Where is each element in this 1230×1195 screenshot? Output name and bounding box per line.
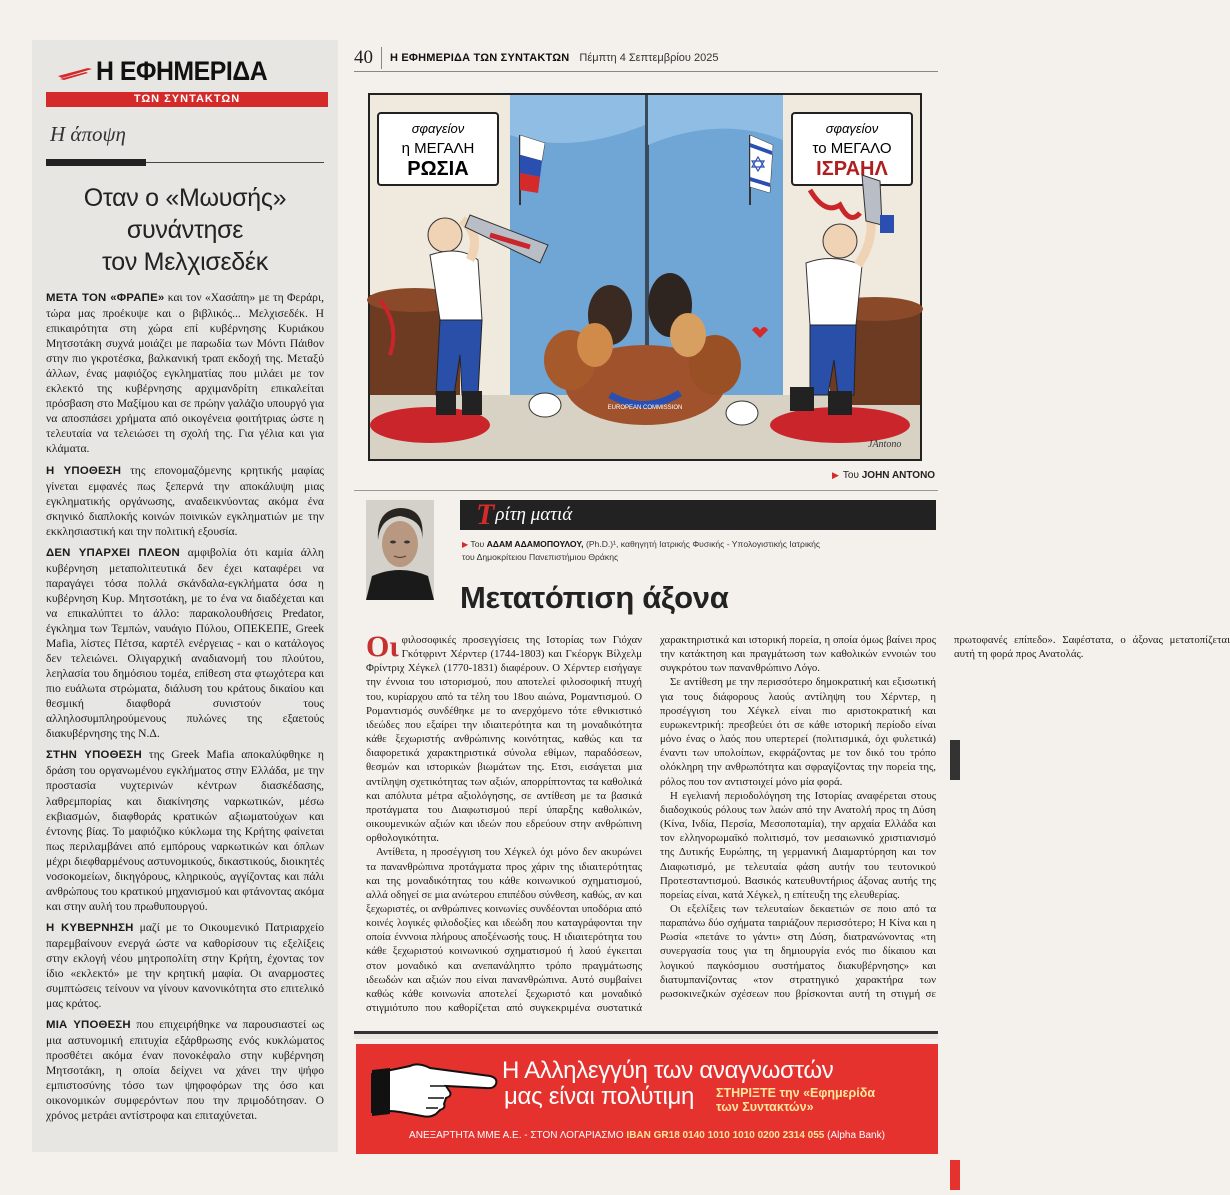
reader-support-ad[interactable]: [356, 1044, 938, 1154]
triangle-bullet-icon: ▶: [832, 470, 839, 480]
pointing-hand-icon: [370, 1056, 500, 1118]
opinion-paragraph: Η ΥΠΟΘΕΣΗ της επονομαζόμενης κρητικής μαφίας γίνεται εμφανές πως ξεπερνά την αποκάλυψη μιας εγκληματικής οργάνωσης, αναδεικνύοντας ακόμα ένα σκηνικό διαπλοκής κοινών ποινικών εγκληματιών με την εκκλησιαστική και την πολιτική εξουσία.: [46, 463, 324, 538]
left-sign-bottom: ΡΩΣΙΑ: [407, 158, 469, 180]
article-title: Μετατόπιση άξονα: [460, 580, 729, 615]
edge-mark: [950, 1160, 960, 1190]
article-paragraph: Αντίθετα, η προσέγγιση του Χέγκελ όχι μόνο δεν ακυρώνει τα πανανθρώπινα προτάγματα προς χάριν της ιδιαιτερότητας και της μοναδικότητας του κάθε κοινωνικού σχηματισμού, αλλά οδηγεί σε μια ανώτερου επιπέδου σύνθεση, καθώς, αν και ξεχωριστές, οι ανθρώπινες κοινωνίες συνδέονται υποδόρια από κοινές λογικές φιλοδοξίες και ιδεώδη που καταγράφονται την οποία ένννοια πλήρους αποξένωσής τους. Η ιδιαιτερότητα του κάθε ξεχωριστού κοινωνικού σχηματισμού ή λαού έγκειται στον μοναδικό και ανεπανάληπτο τρόπο πραγμάτωσης ιδεωδών και αξιών που είναι πανανθρώπινα. Αυτό συμβαίνει καθώς κάθε κοινωνία αποτελεί ξεχωριστό και μοναδικό στιγμιότυπο που καθορίζεται από συγκεκριμένα συστατικά χαρακτηριστικά και ιστορική πορεία, η οποία όμως βαίνει προς την κατάκτηση και πραγμάτωση των καθολικών εννοιών του συγκρότου των πανανθρώπινο Λόγο.: [366, 634, 936, 1015]
dropcap: Οι: [366, 630, 399, 663]
masthead-subtitle: ΤΩΝ ΣΥΝΤΑΚΤΩΝ: [46, 92, 328, 107]
section-divider: [354, 490, 938, 491]
edge-mark: [950, 740, 960, 780]
author-name: ΑΔΑΜ ΑΔΑΜΟΠΟΥΛΟΥ,: [486, 539, 584, 549]
author-photo: [366, 500, 434, 600]
masthead: [46, 52, 324, 114]
editorial-cartoon: [368, 93, 922, 461]
right-sign-bottom: ΙΣΡΑΗΛ: [816, 158, 888, 180]
opinion-column: [32, 40, 338, 1152]
masthead-title: Η ΕΦΗΜΕΡΙΔΑ: [96, 56, 268, 86]
opinion-paragraph: ΔΕΝ ΥΠΑΡΧΕΙ ΠΛΕΟΝ αμφιβολία ότι καμία άλλη κυβέρνηση μεταπολιτευτικά δεν έχει καταφέρει να παραγάγει τόσα πολλά σκάνδαλα-εγκλήματα όσα η κυβέρνηση Κυρ. Μητσοτάκη, με το ένα να διαδέχεται και να επικαλύπτει το άλλο: παρακολουθήσεις Predator, έγκλημα των Τεμπών, ναυάγιο Πύλου, ΟΠΕΚΕΠΕ, Greek Mafia, λίστες Πέτσα, καρτέλ ενέργειας - και ο κατάλογος δεν τελειώνει. Ολιγαρχική αναδιανομή του πλούτου, λεηλασία του δημόσιου τομέα, επίθεση στα φτωχότερα και πιο ευάλωτα στρώματα, διάλυση του κράτους δικαίου και θεσμική διαφθορά συνιστούν τους αλληλοσυμπληρούμενους πυλώνες της εξαετούς διακυβέρνησης της Ν.Δ.: [46, 545, 324, 741]
left-sign-mid: η ΜΕΓΑΛΗ: [401, 140, 475, 157]
column-header-bar: [460, 500, 936, 530]
right-sign-top: σφαγείον: [825, 121, 879, 136]
opinion-paragraph: ΜΙΑ ΥΠΟΘΕΣΗ που επιχειρήθηκε να παρουσιαστεί ως μια αστυνομική επιτυχία εξάρθρωσης ενός κυκλώματος προσθέτει ακόμα έναν πονοκέφαλο στην κυβέρνηση Μητσοτάκη, η οποία δείχνει να χάνει την ψήφο εμπιστοσύνης τόσο των ψηφοφόρων της όσο και οικονομικών συμφερόντων που την πριμοδότησαν. Ο χρόνος μετράει αντίστροφα και επιταχύνεται.: [46, 1018, 324, 1123]
cartoon-credit: ▶ Του JOHN ANTONO: [832, 470, 936, 481]
paper-name: Η ΕΦΗΜΕΡΙΔΑ ΤΩΝ ΣΥΝΤΑΚΤΩΝ: [390, 51, 570, 64]
section-label: Η άποψη: [50, 122, 126, 146]
article-paragraph: Οι εξελίξεις των τελευταίων δεκαετιών σε ποιο από τα παραπάνω δύο σχήματα ταιριάζουν περισσότερο; Η Κίνα και η Ρωσία «πετάνε το γάντι» στη Δύση, διατρανώνοντας «τη συνεργασία τους για τη δημιουργία ενός πιο δίκαιου και λογικού παγκόσμιου συστήματος διακυβέρνησης» και διατυμπανίζοντας «τον στρατηγικό χαρακτήρα των ρωσοκινεζικών σχέσεων που βρίσκονται αυτή τη στιγμή σε πρωτοφανές επίπεδο». Σαφέστατα, ο άξονας μετατοπίζεται αυτή τη φορά προς Ανατολάς.: [660, 634, 1230, 1000]
column-initial: Τ: [476, 498, 495, 531]
column-name: ρίτη ματιά: [495, 504, 573, 525]
iban-number: IBAN GR18 0140 1010 1010 0200 2314 055: [626, 1130, 825, 1141]
ad-headline: Η Αλληλεγγύη των αναγνωστών μας είναι πολύτιμη: [502, 1057, 834, 1110]
swoosh-logo-icon: [58, 66, 92, 80]
ad-support-text: ΣΤΗΡΙΞΤΕ την «Εφημερίδα των Συντακτών»: [716, 1086, 876, 1114]
opinion-paragraph: Η ΚΥΒΕΡΝΗΣΗ μαζί με το Οικουμενικό Πατριαρχείο παρεμβαίνουν ενεργά ώστε να καθορίσουν τις εξελίξεις στην εκλογή νέου μητροπολίτη στην Κρήτη, έχοντας τον ίδιο «εκλεκτό» με την κρητική μαφία. Οι αναρμοστες συμπτώσεις τείνουν να γίνουν κανονικότητα στο επιτελικό μας κράτος.: [46, 920, 324, 1011]
page-number: 40: [354, 47, 382, 69]
page-header: [354, 44, 938, 72]
byline: ▶ Του ΑΔΑΜ ΑΔΑΜΟΠΟΥΛΟΥ, (Ph.D.)¹, καθηγητή Ιατρικής Φυσικής - Υπολογιστικής Ιατρικής του Δημοκρίτειου Πανεπιστήμιου Θράκης: [462, 539, 821, 562]
ad-account-info: ΑΝΕΞΑΡΤΗΤΑ ΜΜΕ Α.Ε. - ΣΤΟΝ ΛΟΓΑΡΙΑΣΜΟ IBAN GR18 0140 1010 1010 0200 2314 055 (Alpha Bank): [409, 1130, 885, 1141]
issue-date: Πέμπτη 4 Σεπτεμβρίου 2025: [579, 51, 719, 64]
section-rule: [46, 158, 324, 166]
article-bottom-rule: [354, 1031, 938, 1039]
triangle-bullet-icon: ▶: [462, 540, 469, 549]
svg-text:JAntono: JAntono: [868, 439, 902, 450]
opinion-title: Οταν ο «Μωυσής» συνάντησε τον Μελχισεδέκ: [83, 184, 287, 276]
left-sign-top: σφαγείον: [411, 121, 465, 136]
article-paragraph: Η εγελιανή περιοδολόγηση της Ιστορίας αναφέρεται στους διαδοχικούς ρόλους των λαών από την Ανατολή προς τη Δύση (Κίνα, Ινδία, Περσία, Μεσοποταμία), την αρχαία Ελλάδα και τον ελληνορωμαϊκό πολιτισμό, τον μεσαιωνικό χριστιανισμό της Δυτικής Ευρώπης, τη γερμανική Διαμαρτύρηση και τον Διαφωτισμό, με τελευταία φάση αυτήν του τευτονικού Προτεσταντισμού. Βασικός κατευθυντήριος άξονας αυτής της πορείας είναι, κατά Χέγκελ, η επίτευξη της ελευθερίας.: [660, 789, 936, 901]
opinion-paragraph: ΣΤΗΝ ΥΠΟΘΕΣΗ της Greek Mafia αποκαλύφθηκε η δράση του οργανωμένου εγκλήματος στην Ελλάδα, με την προστασία νυχτερινών κέντρων διασκέδασης, λαθρεμπορίας και διακίνησης ναρκωτικών, μέσω εκβιασμών, διαφθοράς κρατικών αξιωματούχων και έντονης βίας. Το μαφιόζικο κύκλωμα της Κρήτης φαίνεται πως περιλαμβάνει από εμπόρους ναρκωτικών και όπλων μέχρι διεφθαρμένους αστυνομικούς, δικαστικούς, διοικητές νοσοκομείων, δικηγόρους, κληρικούς, αγγίζοντας και πάλι ανθρώπους του κρατικού μηχανισμού και φτάνοντας ακόμα και στην αυλή του πρωθυπουργού.: [46, 748, 324, 913]
cartoon-illustration: [370, 95, 920, 459]
article-paragraph: Σε αντίθεση με την περισσότερο δημοκρατική και εξισωτική για τους διάφορους λαούς αντίληψη του Χέρντερ, η προσέγγιση του Χέγκελ είναι πιο αριστοκρατική και ευρωκεντρική: πρεσβεύει ότι σε κάθε ιστορική περίοδο είναι μόνο ένας ο λαός που υπερτερεί (πολιτισμικά, όχι φυλετικά) έναντι των υπολοίπων, εκφράζοντας με τον δικό του τρόπο ολόκληρη την ανθρωπότητα και σφραγίζοντας την πορεία της, ρόλος που τον αντιστοιχεί μόνο μία φορά.: [660, 676, 936, 788]
article-body: [366, 630, 1230, 1023]
opinion-body: [46, 290, 324, 1123]
opinion-paragraph: ΜΕΤΑ ΤΟΝ «ΦΡΑΠΕ» και τον «Χασάπη» με τη Φεράρι, τώρα μας προέκυψε και ο βιβλικός... Μελχισεδέκ. Η επικαιρότητα στη χώρα επί κυβέρνησης Κυριάκου Μητσοτάκη συχνά μοιάζει με παρωδία των Μόντι Πάιθον στην πιο γκροτέσκα, βαλκανική τραπ εκδοχή της. Μεταξύ άλλων, ένας μαφιόζος εγκληματίας που μιλάει με τον εκλεκτό της κυβέρνησης αρχιμανδρίτη επικαλείται πρόσβαση στο Μαξίμου και σε πρώην γαλάζιο υπουργό για να αποσπάσει χρήματα από οικογένεια φοιτήτριας ώστε η τελευταία να τελειώσει τη σχολή της. Για γέλια και για κλάματα.: [46, 291, 324, 456]
article-paragraph: Οι φιλοσοφικές προσεγγίσεις της Ιστορίας των Γιόχαν Γκότφριντ Χέρντερ (1744-1803) και Γκέοργκ Βίλχελμ Φρίντριχ Χέγκελ (1770-1831) διαφέρουν. Ο Χέρντερ εισήγαγε την έννοια του ιστορισμού, που αποτελεί φιλοσοφική πτυχή του, κυρίαρχου από τα τέλη του 18ου αιώνα, Ρομαντισμού. Ο Ρομαντισμός συνδέθηκε με το ανερχόμενο τότε εθνικιστικό ιδεώδες που εξαίρει την ιδιαιτερότητα και τη μοναδικότητα κάθε ξεχωριστής ανθρώπινης κοινότητας, καθώς και τα διαφορετικά χαρακτηριστικά σύνολα εθίμων, παραδόσεων, θεσμών και ιστορικών βιωμάτων της. Ετσι, εισάγεται μια αντίληψη σχετικότητας των αξιών, απορρίπτοντας τα καθολικά και απόλυτα μέτρα αξιολόγησης, σε αντίθεση με τα βασικά προτάγματα του Διαφωτισμού περί ύπαρξης καθολικών, οικουμενικών αξιών και ιδεών που εδρεύουν στην ανθρώπινη ορθολογικότητα.: [366, 630, 642, 845]
collar-text: EUROPEAN COMMISSION: [607, 405, 683, 411]
right-sign-mid: το ΜΕΓΑΛΟ: [812, 140, 892, 157]
